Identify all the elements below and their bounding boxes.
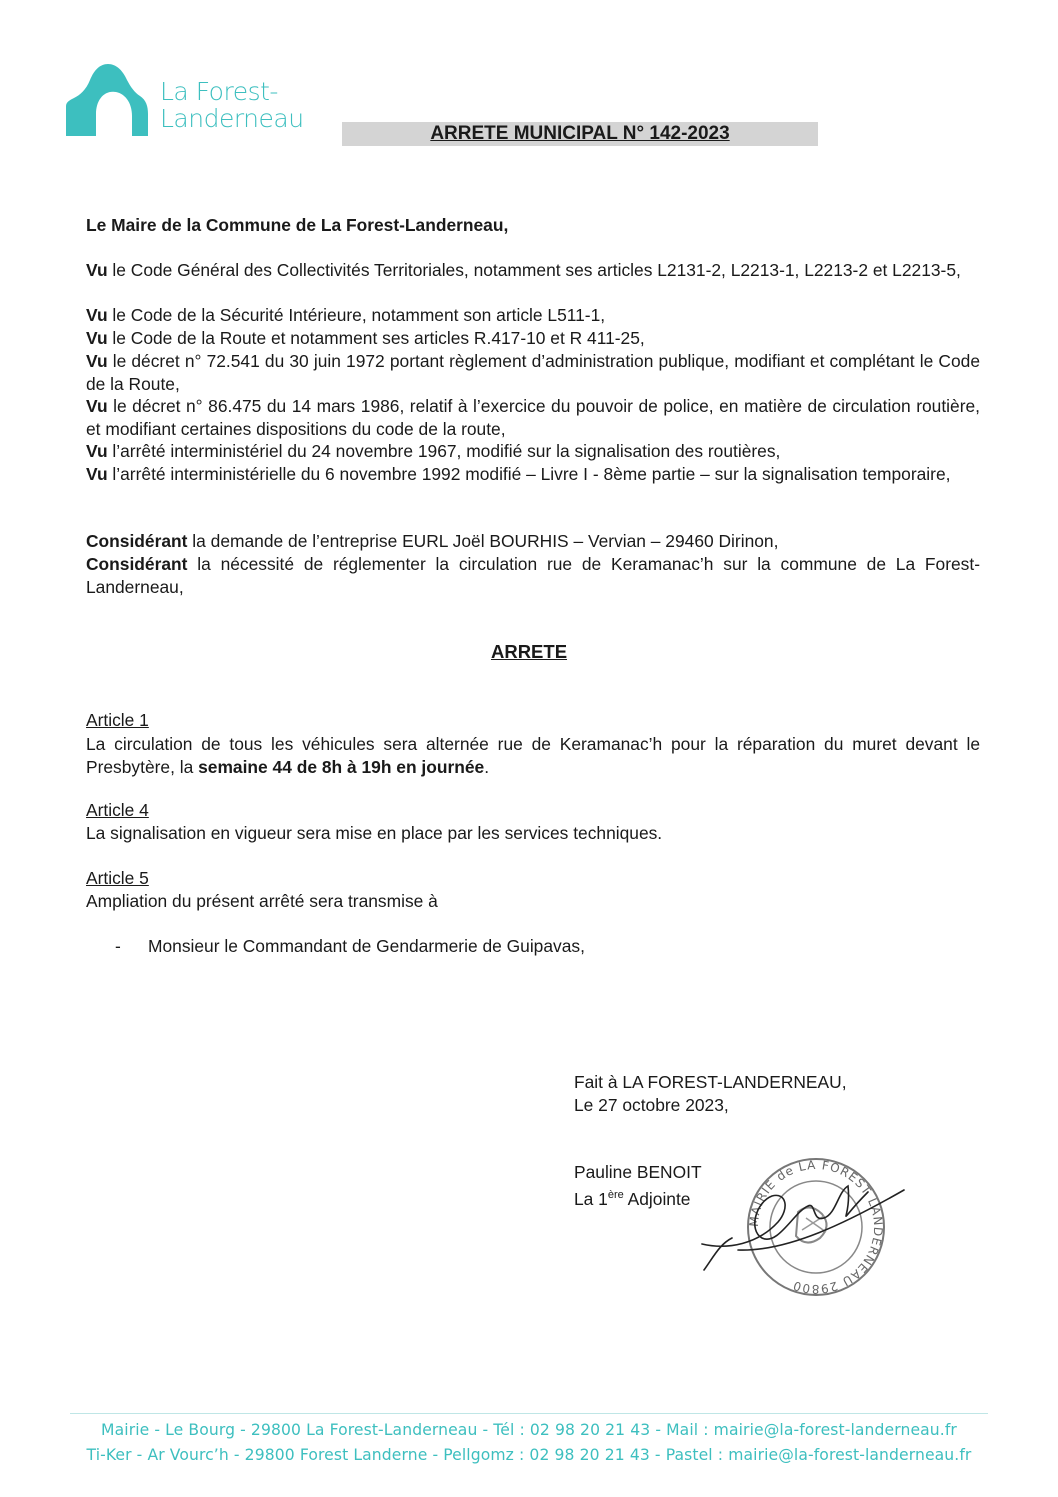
vu-paragraph-4: Vu le décret n° 72.541 du 30 juin 1972 portant règlement d’administration publique, modifiant et complétant le Code de la Route, — [86, 351, 980, 394]
mairie-stamp-icon — [698, 1152, 908, 1302]
vu-paragraph-6: Vu l’arrêté interministériel du 24 novembre 1967, modifié sur la signalisation des routières, — [86, 441, 781, 461]
logo-line-2: Landerneau — [160, 104, 304, 133]
vu-paragraph-5: Vu le décret n° 86.475 du 14 mars 1986, relatif à l’exercice du pouvoir de police, en matière de circulation routière, et modifiant certaines dispositions du code de la route, — [86, 396, 980, 439]
article-5-heading: Article 5 — [86, 868, 149, 888]
commune-logo-icon — [64, 62, 150, 138]
footer-divider — [70, 1413, 988, 1414]
vu-paragraph-2: Vu le Code de la Sécurité Intérieure, notamment son article L511-1, — [86, 305, 606, 325]
article-4-text: La signalisation en vigueur sera mise en place par les services techniques. — [86, 823, 663, 843]
logo-line-1: La Forest- — [160, 77, 278, 106]
article-1-heading: Article 1 — [86, 710, 149, 730]
vu-paragraph-3: Vu le Code de la Route et notamment ses articles R.417-10 et R 411-25, — [86, 328, 645, 348]
signatory-name: Pauline BENOIT — [574, 1162, 702, 1182]
article-4-heading: Article 4 — [86, 800, 149, 820]
list-dash: - — [115, 936, 121, 956]
considerant-paragraph-2: Considérant la nécessité de réglementer la circulation rue de Keramanac’h sur la commune de La Forest-Landerneau, — [86, 554, 980, 597]
arrete-heading: ARRETE — [490, 641, 568, 662]
signature-date: Le 27 octobre 2023, — [574, 1095, 729, 1115]
commune-logo-text — [160, 78, 304, 132]
intro-text: Le Maire de la Commune de La Forest-Landerneau, — [86, 215, 509, 235]
considerant-paragraph-1: Considérant la demande de l’entreprise EURL Joël BOURHIS – Vervian – 29460 Dirinon, — [86, 531, 779, 551]
signature-place: Fait à LA FOREST-LANDERNEAU, — [574, 1072, 847, 1092]
footer-line-1: Mairie - Le Bourg - 29800 La Forest-Landerneau - Tél : 02 98 20 21 43 - Mail : mairie@la-forest-landerneau.fr — [101, 1421, 957, 1439]
recipient-item: Monsieur le Commandant de Gendarmerie de Guipavas, — [148, 936, 585, 956]
intro-line — [86, 214, 508, 237]
vu-paragraph-7: Vu l’arrêté interministérielle du 6 novembre 1992 modifié – Livre I - 8ème partie – sur la signalisation temporaire, — [86, 464, 951, 484]
svg-text:MAIRIE de LA FOREST LANDERNEAU: MAIRIE de LA FOREST LANDERNEAU 29800 — [746, 1157, 886, 1297]
vu-paragraph-1: Vu le Code Général des Collectivités Territoriales, notamment ses articles L2131-2, L2213-1, L2213-2 et L2213-5, — [86, 260, 961, 280]
article-5-text: Ampliation du présent arrêté sera transmise à — [86, 891, 438, 911]
document-title: ARRETE MUNICIPAL N° 142-2023 — [430, 123, 730, 144]
signatory-role: La 1ère Adjointe — [574, 1188, 691, 1209]
article-1-text: La circulation de tous les véhicules sera alternée rue de Keramanac’h pour la réparation du muret devant le Presbytère, la semaine 44 de 8h à 19h en journée. — [86, 734, 980, 777]
footer-line-2: Ti-Ker - Ar Vourc’h - 29800 Forest Landerne - Pellgomz : 02 98 20 21 43 - Pastel : mairie@la-forest-landerneau.fr — [86, 1446, 972, 1464]
